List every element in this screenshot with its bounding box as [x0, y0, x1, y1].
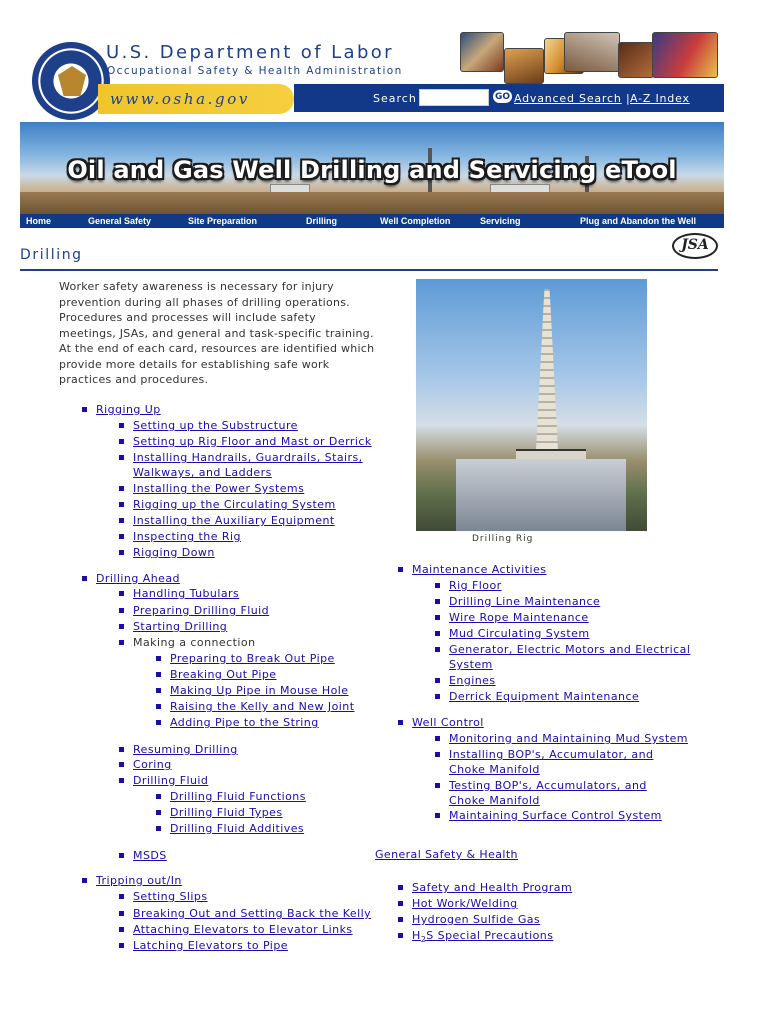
bullet-icon — [156, 794, 161, 799]
link-prepare-break-out[interactable]: Preparing to Break Out Pipe — [170, 652, 335, 665]
link-coring[interactable]: Coring — [133, 758, 172, 771]
page-title: Drilling — [20, 247, 83, 263]
header-photo-lab — [564, 32, 620, 72]
bullet-icon — [435, 813, 440, 818]
bullet-icon — [398, 901, 403, 906]
bullet-icon — [119, 640, 124, 645]
h2s-prefix: H — [412, 929, 421, 942]
link-rig-floor-mast[interactable]: Setting up Rig Floor and Mast or Derrick — [133, 435, 372, 448]
bullet-icon — [119, 762, 124, 767]
link-engines[interactable]: Engines — [449, 674, 496, 687]
intro-paragraph: Worker safety awareness is necessary for injury prevention during all phases of drilling operations. Procedures and processes will include safety meetings, JSAs, and general and task-specific training. At the end of each card, resources are identified which provide more details for establishing safe work practices and procedures. — [59, 280, 375, 386]
bullet-icon — [119, 608, 124, 613]
bullet-icon — [435, 752, 440, 757]
nav-well-completion[interactable]: Well Completion — [380, 216, 451, 226]
link-rig-floor[interactable]: Rig Floor — [449, 579, 502, 592]
bullet-icon — [435, 615, 440, 620]
bullet-icon — [398, 720, 403, 725]
link-testing-bop[interactable]: Testing BOP's, Accumulators, and — [449, 779, 647, 792]
link-generator[interactable]: Generator, Electric Motors and Electrical — [449, 643, 691, 656]
link-drilling-fluid[interactable]: Drilling Fluid — [133, 774, 209, 787]
image-caption: Drilling Rig — [472, 534, 534, 544]
bullet-icon — [156, 720, 161, 725]
nav-home[interactable]: Home — [26, 216, 52, 226]
bullet-icon — [398, 567, 403, 572]
banner-ground — [20, 192, 724, 214]
link-mouse-hole[interactable]: Making Up Pipe in Mouse Hole — [170, 684, 349, 697]
osha-url-link[interactable]: www.osha.gov — [110, 90, 250, 108]
link-fluid-types[interactable]: Drilling Fluid Types — [170, 806, 283, 819]
eagle-icon — [58, 66, 86, 96]
link-msds[interactable]: MSDS — [133, 849, 167, 862]
agency-subtitle: Occupational Safety & Health Administration — [107, 65, 403, 77]
link-setting-back-kelly[interactable]: Breaking Out and Setting Back the Kelly — [133, 907, 372, 920]
h2s-suffix: S Special Precautions — [426, 929, 554, 942]
bullet-icon — [82, 407, 87, 412]
nav-site-preparation[interactable]: Site Preparation — [188, 216, 258, 226]
link-safety-program[interactable]: Safety and Health Program — [412, 881, 573, 894]
link-maintenance[interactable]: Maintenance Activities — [412, 563, 547, 576]
search-label: Search — [373, 92, 417, 105]
link-generator-cont[interactable]: System — [449, 658, 493, 671]
bullet-icon — [156, 688, 161, 693]
bullet-icon — [119, 853, 124, 858]
link-mud-system[interactable]: Monitoring and Maintaining Mud System — [449, 732, 688, 745]
bullet-icon — [82, 576, 87, 581]
link-fluid-functions[interactable]: Drilling Fluid Functions — [170, 790, 306, 803]
making-connection-label: Making a connection — [133, 636, 256, 649]
link-substructure[interactable]: Setting up the Substructure — [133, 419, 298, 432]
bullet-icon — [398, 933, 403, 938]
link-latching-elevators[interactable]: Latching Elevators to Pipe — [133, 939, 288, 952]
bullet-icon — [435, 783, 440, 788]
link-auxiliary-equipment[interactable]: Installing the Auxiliary Equipment — [133, 514, 335, 527]
link-inspecting-rig[interactable]: Inspecting the Rig — [133, 530, 241, 543]
agency-title: U.S. Department of Labor — [106, 42, 394, 63]
etool-banner — [20, 122, 724, 214]
bullet-icon — [398, 917, 403, 922]
bullet-icon — [156, 672, 161, 677]
bullet-icon — [119, 778, 124, 783]
az-index-link[interactable]: A-Z Index — [630, 92, 690, 105]
link-h2s-precautions[interactable] — [412, 928, 553, 947]
link-handling-tubulars[interactable]: Handling Tubulars — [133, 587, 240, 600]
bullet-icon — [82, 878, 87, 883]
banner-title: Oil and Gas Well Drilling and Servicing eTool — [67, 156, 677, 184]
link-handrails-cont[interactable]: Walkways, and Ladders — [133, 466, 272, 479]
header-photo-construction — [504, 48, 544, 84]
bullet-icon — [119, 518, 124, 523]
link-derrick-equipment[interactable]: Derrick Equipment Maintenance — [449, 690, 640, 703]
link-handrails[interactable]: Installing Handrails, Guardrails, Stairs, — [133, 451, 363, 464]
link-hydrogen-sulfide[interactable]: Hydrogen Sulfide Gas — [412, 913, 541, 926]
bullet-icon — [435, 599, 440, 604]
advanced-search-link[interactable]: Advanced Search — [514, 92, 622, 105]
jsa-logo: JSA — [672, 233, 718, 259]
link-starting-drilling[interactable]: Starting Drilling — [133, 620, 228, 633]
link-wire-rope[interactable]: Wire Rope Maintenance — [449, 611, 589, 624]
bullet-icon — [156, 810, 161, 815]
nav-drilling[interactable]: Drilling — [306, 216, 337, 226]
nav-servicing[interactable]: Servicing — [480, 216, 521, 226]
link-fluid-additives[interactable]: Drilling Fluid Additives — [170, 822, 305, 835]
nav-general-safety[interactable]: General Safety — [88, 216, 152, 226]
link-resuming-drilling[interactable]: Resuming Drilling — [133, 743, 238, 756]
header-photo-worker — [460, 32, 504, 72]
link-preparing-fluid[interactable]: Preparing Drilling Fluid — [133, 604, 270, 617]
bullet-icon — [119, 502, 124, 507]
site-header — [20, 28, 724, 114]
link-rigging-up[interactable]: Rigging Up — [96, 403, 161, 416]
bullet-icon — [435, 694, 440, 699]
header-photo-welder — [618, 42, 654, 78]
h2s-subscript: 2 — [420, 935, 427, 945]
link-surface-control[interactable]: Maintaining Surface Control System — [449, 809, 662, 822]
bullet-icon — [119, 911, 124, 916]
link-hot-work[interactable]: Hot Work/Welding — [412, 897, 518, 910]
link-rigging-down[interactable]: Rigging Down — [133, 546, 215, 559]
bullet-icon — [156, 826, 161, 831]
main-nav — [20, 214, 724, 228]
bullet-icon — [119, 534, 124, 539]
header-separator: | — [626, 92, 630, 105]
bullet-icon — [119, 927, 124, 932]
link-testing-bop-cont[interactable]: Choke Manifold — [449, 794, 540, 807]
link-drilling-line[interactable]: Drilling Line Maintenance — [449, 595, 601, 608]
link-installing-bop[interactable]: Installing BOP's, Accumulator, and — [449, 748, 654, 761]
bullet-icon — [435, 647, 440, 652]
link-circulating-system[interactable]: Rigging up the Circulating System — [133, 498, 336, 511]
bullet-icon — [119, 624, 124, 629]
bullet-icon — [435, 736, 440, 741]
bullet-icon — [119, 943, 124, 948]
heading-divider — [20, 269, 718, 271]
bullet-icon — [435, 678, 440, 683]
bullet-icon — [119, 439, 124, 444]
link-raising-kelly[interactable]: Raising the Kelly and New Joint — [170, 700, 355, 713]
bullet-icon — [119, 894, 124, 899]
link-breaking-out[interactable]: Breaking Out Pipe — [170, 668, 277, 681]
bullet-icon — [435, 583, 440, 588]
link-adding-pipe[interactable]: Adding Pipe to the String — [170, 716, 319, 729]
link-well-control[interactable]: Well Control — [412, 716, 484, 729]
bullet-icon — [119, 550, 124, 555]
search-go-button[interactable]: GO — [492, 89, 513, 104]
search-input[interactable] — [419, 89, 489, 106]
bullet-icon — [119, 423, 124, 428]
bullet-icon — [156, 656, 161, 661]
bullet-icon — [119, 486, 124, 491]
bullet-icon — [119, 747, 124, 752]
header-photo-helmet — [652, 32, 718, 78]
bullet-icon — [435, 631, 440, 636]
drilling-rig-photo — [416, 279, 647, 531]
bullet-icon — [119, 591, 124, 596]
bullet-icon — [156, 704, 161, 709]
link-drilling-ahead[interactable]: Drilling Ahead — [96, 572, 180, 585]
rig-base — [456, 459, 626, 531]
bullet-icon — [398, 885, 403, 890]
bullet-icon — [119, 455, 124, 460]
link-installing-bop-cont[interactable]: Choke Manifold — [449, 763, 540, 776]
link-mud-circulating[interactable]: Mud Circulating System — [449, 627, 590, 640]
link-tripping[interactable]: Tripping out/In — [96, 874, 182, 887]
nav-plug-and-abandon[interactable]: Plug and Abandon the Well — [580, 216, 696, 226]
link-setting-slips[interactable]: Setting Slips — [133, 890, 208, 903]
link-attaching-elevators[interactable]: Attaching Elevators to Elevator Links — [133, 923, 353, 936]
link-power-systems[interactable]: Installing the Power Systems — [133, 482, 305, 495]
link-general-safety-health[interactable]: General Safety & Health — [375, 848, 518, 861]
